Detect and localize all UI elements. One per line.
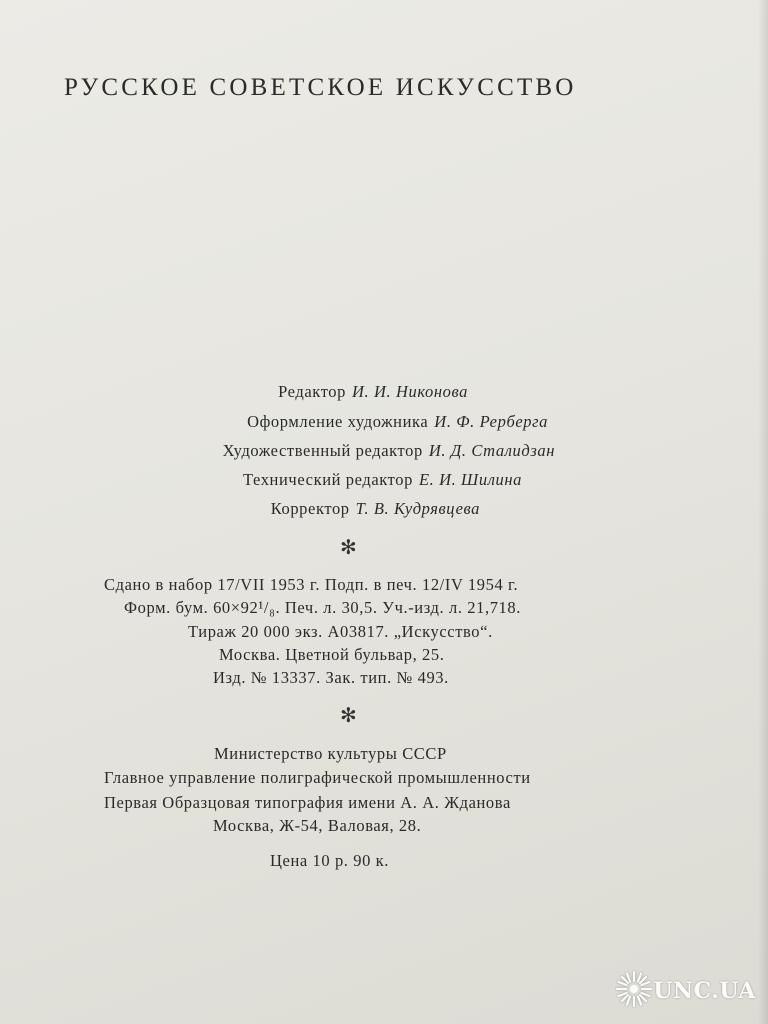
credit-role: Технический редактор — [242, 470, 413, 489]
credit-role: Художественный редактор — [222, 441, 423, 460]
imprint-line: Форм. бум. 60×92¹/₈. Печ. л. 30,5. Уч.-изд. л. 21,718. — [124, 598, 521, 617]
sunburst-logo-icon — [615, 970, 653, 1012]
printer-line: Главное управление полиграфической промышленности — [104, 768, 531, 787]
book-series-title: РУССКОЕ СОВЕТСКОЕ ИСКУССТВО — [64, 74, 577, 101]
credit-name: И. И. Никонова — [352, 382, 468, 401]
credit-role: Оформление художника — [247, 412, 429, 431]
site-watermark — [615, 970, 756, 1012]
imprint-line: Тираж 20 000 экз. А03817. „Искусство“. — [188, 622, 493, 641]
printer-line: Первая Образцовая типография имени А. А. Жданова — [104, 793, 511, 812]
imprint-line: Изд. № 13337. Зак. тип. № 493. — [213, 668, 449, 687]
separator-star-icon: ✻ — [340, 703, 357, 727]
printer-line: Москва, Ж-54, Валовая, 28. — [213, 816, 422, 835]
price-line: Цена 10 р. 90 к. — [270, 851, 390, 870]
imprint-line: Сдано в набор 17/VII 1953 г. Подп. в печ. 12/IV 1954 г. — [104, 575, 519, 594]
credit-name: Т. В. Кудрявцева — [355, 499, 480, 518]
separator-star-icon: ✻ — [340, 535, 357, 559]
credit-name: И. Ф. Рерберга — [434, 412, 548, 431]
printer-line: Министерство культуры СССР — [214, 744, 447, 763]
credit-name: И. Д. Сталидзан — [428, 441, 555, 460]
imprint-line: Москва. Цветной бульвар, 25. — [219, 645, 445, 664]
credit-role: Редактор — [278, 382, 347, 401]
credit-name: Е. И. Шилина — [418, 470, 522, 489]
watermark-text: UNC.UA — [653, 978, 756, 1004]
page-edge-shadow — [758, 0, 768, 1024]
credit-role: Корректор — [270, 499, 350, 518]
